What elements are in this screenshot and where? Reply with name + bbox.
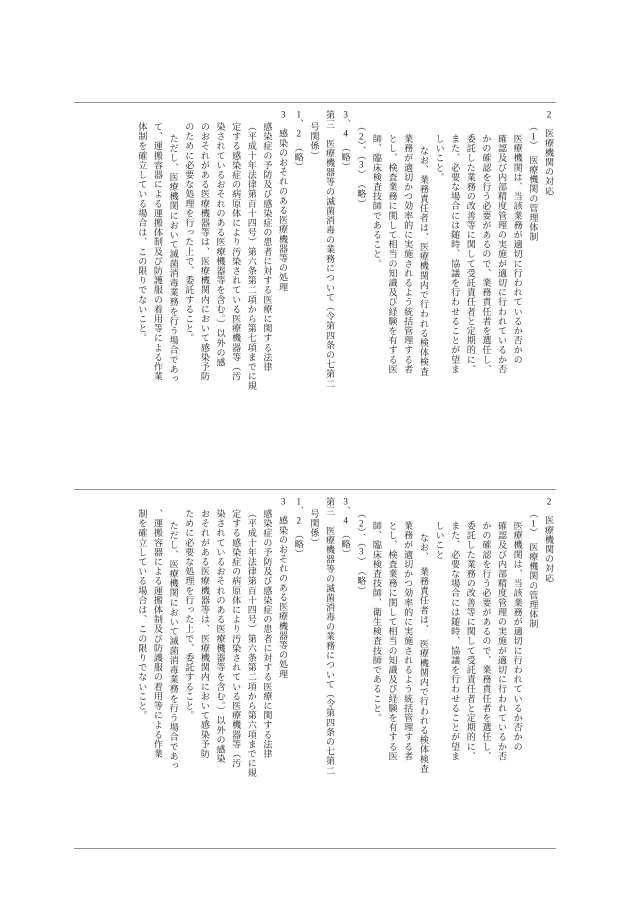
line-number: 2 xyxy=(546,110,552,120)
text-line: 3、4 （略） xyxy=(340,497,351,559)
text-line: 号関係） xyxy=(309,122,320,161)
text-line: （1） 医療機関の管理体制 xyxy=(528,122,539,242)
horizontal-rule-middle xyxy=(74,489,556,490)
line-number: 3 xyxy=(280,110,286,120)
text-line: 号関係） xyxy=(309,509,320,548)
text-line: 確認及び内部精度管理の実施が適切に行われているか否 xyxy=(497,134,508,375)
text-line: 、運搬容器による運搬体制及び防護服の着用等による作業 xyxy=(152,509,163,759)
text-line: のために必要な処理を行った上で、委託すること。 xyxy=(184,122,195,343)
text-line: 確認及び内部精度管理の実施が適切に行われているか否 xyxy=(497,521,508,762)
text-line: とし、検査業務に関して相当の知識及び経験を有する医 xyxy=(387,134,398,375)
text-line: ただし、医療機関において滅菌消毒業務を行う場合であっ xyxy=(168,521,179,771)
line-number: 3 xyxy=(280,497,286,507)
text-line: また、必要な場合には随時、協議を行わせることが望ま xyxy=(450,521,461,762)
line-number: 1 xyxy=(531,131,536,141)
text-line: 医療機関は、当該業務が適切に行われているか否かの xyxy=(512,134,523,365)
text-line: （平成十年法律第百十四号）第六条第二項から第七項までに規 xyxy=(246,122,257,391)
text-line: ために必要な処理を行った上で、委託すること。 xyxy=(184,509,195,721)
line-number: 1 xyxy=(531,518,536,528)
text-line: 業務が適切かつ効率的に実施されるよう統括管理する者 xyxy=(403,521,414,762)
text-line: 感染症の予防及び感染症の患者に対する医療に関する法律 xyxy=(262,122,273,372)
text-line: 3、4 （略） xyxy=(340,110,351,172)
text-line: （平成十年法律第百十四号）第六条第二項から第六項までに規 xyxy=(246,509,257,778)
text-line: 委託した業務の改善等に関して受託責任者と定期的に、 xyxy=(465,521,476,762)
line-number: 2 xyxy=(359,131,364,141)
text-line: 3 感染のおそれのある医療機器等の処理 xyxy=(278,497,289,679)
text-line: なお、業務責任者は、医療機関内で行われる検体検査 xyxy=(418,146,429,377)
text-line: のおそれがある医療機器等は、医療機関内において感染予防 xyxy=(199,122,210,382)
text-line: 業務が適切かつ効率的に実施されるよう統括管理する者 xyxy=(403,134,414,375)
text-line: 委託した業務の改善等に関して受託責任者と定期的に、 xyxy=(465,134,476,375)
text-line: 3 感染のおそれのある医療機器等の処理 xyxy=(278,110,289,292)
line-number: 3 xyxy=(343,110,348,120)
text-line: 2 医療機関の対応 xyxy=(544,110,554,196)
text-line: おそれがある医療機器等は、医療機関内において感染予防 xyxy=(199,509,210,759)
text-line: 体制を確立している場合は、この限りでないこと。 xyxy=(137,122,148,343)
text-line: （1） 医療機関の管理体制 xyxy=(528,509,539,629)
horizontal-rule-top xyxy=(74,102,556,103)
text-line: 定する感染症の病原体により汚染されている医療機器等（汚 xyxy=(231,509,242,769)
text-panel-lower xyxy=(74,497,556,827)
line-number: 1 xyxy=(296,497,302,507)
text-line: ただし、医療機関において滅菌消毒業務を行う場合であっ xyxy=(168,134,179,384)
text-line: 染されているおそれのある医療機器等を含む。）以外の感 xyxy=(215,122,226,368)
text-line: 感染症の予防及び感染症の患者に対する医療に関する法律 xyxy=(262,509,273,759)
text-line: 2 医療機関の対応 xyxy=(544,497,554,583)
text-line: また、必要な場合には随時、協議を行わせることが望ま xyxy=(450,134,461,375)
text-line: （2）、（3） （略） xyxy=(356,122,367,209)
text-line: 染されているおそれのある医療機器等を含む。）以外の感染 xyxy=(215,509,226,764)
line-number: 3 xyxy=(359,547,364,557)
text-line: なお、 業務責任者は、 医療機関内で行われる検体検査 xyxy=(418,533,429,774)
text-line: 師、臨床検査技師、衛生検査技師であること。 xyxy=(371,521,382,723)
text-line: とし、検査業務に関して相当の知識及び経験を有する医 xyxy=(387,521,398,762)
text-line: 医療機関は、当該業務が適切に行われているか否かの xyxy=(512,521,523,752)
text-line: 制を確立している場合は、この限りでないこと。 xyxy=(137,509,148,721)
line-number: 2 xyxy=(546,497,552,507)
text-line: 第三 医療機器等の滅菌消毒の業務について（令第四条の七第二 xyxy=(325,497,336,776)
text-line: 師、臨床検査技師であること。 xyxy=(371,134,382,269)
line-number: 2 xyxy=(296,128,302,138)
line-number: 4 xyxy=(343,128,348,138)
text-line: しいこと。 xyxy=(434,134,445,183)
line-number: 3 xyxy=(359,160,364,170)
text-line: （2）、（3） （略） xyxy=(356,509,367,596)
text-line: て、運搬容器による運搬体制及び防護服の着用等による作業 xyxy=(152,122,163,382)
line-number: 3 xyxy=(343,497,348,507)
line-number: 2 xyxy=(359,518,364,528)
horizontal-rule-bottom xyxy=(74,848,556,849)
line-number: 1 xyxy=(296,110,302,120)
text-panel-upper xyxy=(74,110,556,440)
text-line: かの確認を行う必要があるので、業務責任者を選任し、 xyxy=(481,134,492,375)
text-line: 第三 医療機器等の滅菌消毒の業務について（令第四条の七第二 xyxy=(325,110,336,389)
text-line: 1、2 （略） xyxy=(293,497,304,559)
text-line: 定する感染症の病原体により汚染されている医療機器等（汚 xyxy=(231,122,242,382)
line-number: 4 xyxy=(343,515,348,525)
text-line: しいこと xyxy=(434,521,445,560)
text-line: かの確認を行う必要があるので、業務責任者を選任し、 xyxy=(481,521,492,762)
line-number: 2 xyxy=(296,515,302,525)
text-line: 1、2 （略） xyxy=(293,110,304,172)
